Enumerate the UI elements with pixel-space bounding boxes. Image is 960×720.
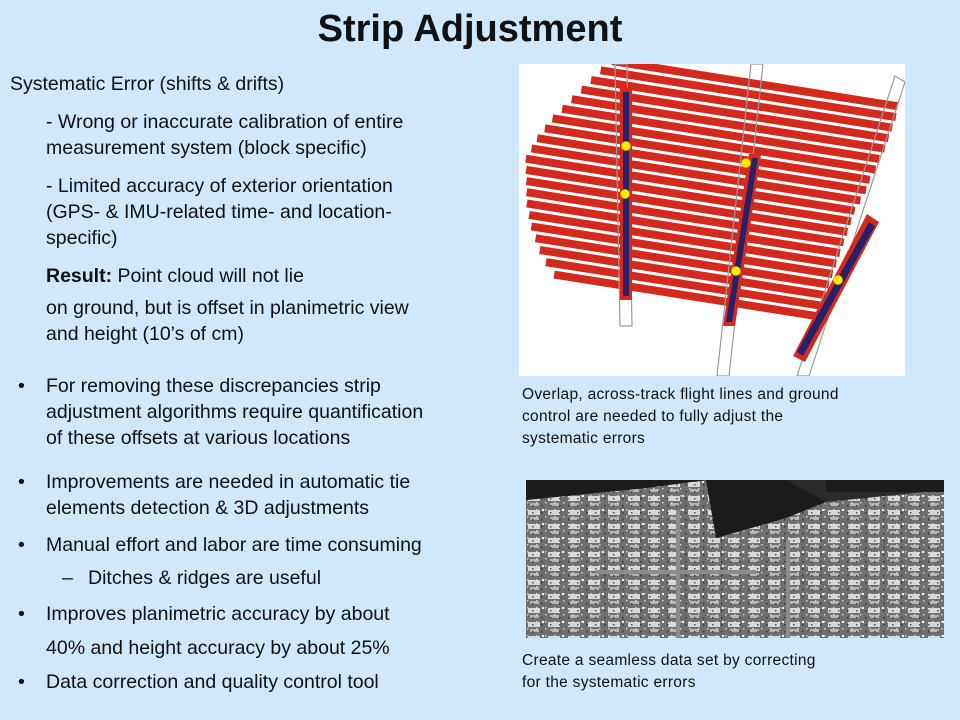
bullet-symbol: •: [18, 671, 25, 693]
intro-heading: Systematic Error (shifts & drifts): [10, 73, 285, 95]
bullet-symbol: •: [18, 471, 25, 493]
result-line-2: on ground, but is offset in planimetric view: [46, 297, 409, 319]
flight-strip-overlap-diagram: [519, 64, 905, 376]
caption-bottom-line-1: Create a seamless data set by correcting: [522, 652, 816, 669]
intro-item-1-line-2: measurement system (block specific): [46, 137, 367, 159]
flight-strip-svg: [519, 64, 905, 376]
result-label: Result:: [46, 265, 113, 287]
caption-bottom: [522, 650, 816, 694]
intro-item-1-line-1: - Wrong or inaccurate calibration of entire: [46, 111, 404, 133]
result-line-1: [46, 264, 304, 288]
sub-bullet-dash: –: [62, 567, 73, 589]
corrected-dataset-image: [526, 480, 944, 638]
bullet-symbol: •: [18, 603, 25, 625]
bullet-symbol: •: [18, 375, 25, 397]
bullet-symbol: •: [18, 534, 25, 556]
result-line-3: and height (10’s of cm): [46, 323, 244, 345]
caption-top-line-1: Overlap, across-track flight lines and ground: [522, 386, 839, 403]
bullet-2-line-2: elements detection & 3D adjustments: [46, 497, 370, 519]
intro-item-2-line-3: specific): [46, 227, 118, 249]
intro-item-2-line-1: - Limited accuracy of exterior orientation: [46, 175, 393, 197]
bullet-1-line-1: For removing these discrepancies strip: [46, 375, 381, 397]
caption-bottom-line-2: for the systematic errors: [522, 674, 696, 691]
bullet-5-line-2: 40% and height accuracy by about 25%: [46, 637, 390, 659]
bullet-1-line-2: adjustment algorithms require quantification: [46, 401, 424, 423]
bullet-4-line-1: Ditches & ridges are useful: [88, 567, 322, 589]
bullet-1-line-3: of these offsets at various locations: [46, 427, 351, 449]
caption-top-line-3: systematic errors: [522, 430, 646, 447]
bullet-6-line-1: Data correction and quality control tool: [46, 671, 379, 693]
caption-top-line-2: control are needed to fully adjust the: [522, 408, 784, 425]
result-text: Point cloud will not lie: [112, 265, 304, 287]
bullet-5-line-1: Improves planimetric accuracy by about: [46, 603, 390, 625]
page-title: Strip Adjustment: [317, 8, 623, 50]
lidar-image-svg: [526, 480, 944, 638]
bullet-3-line-1: Manual effort and labor are time consuming: [46, 534, 422, 556]
bullet-2-line-1: Improvements are needed in automatic tie: [46, 471, 411, 493]
caption-top: [522, 384, 839, 450]
intro-item-2-line-2: (GPS- & IMU-related time- and location-: [46, 201, 392, 223]
